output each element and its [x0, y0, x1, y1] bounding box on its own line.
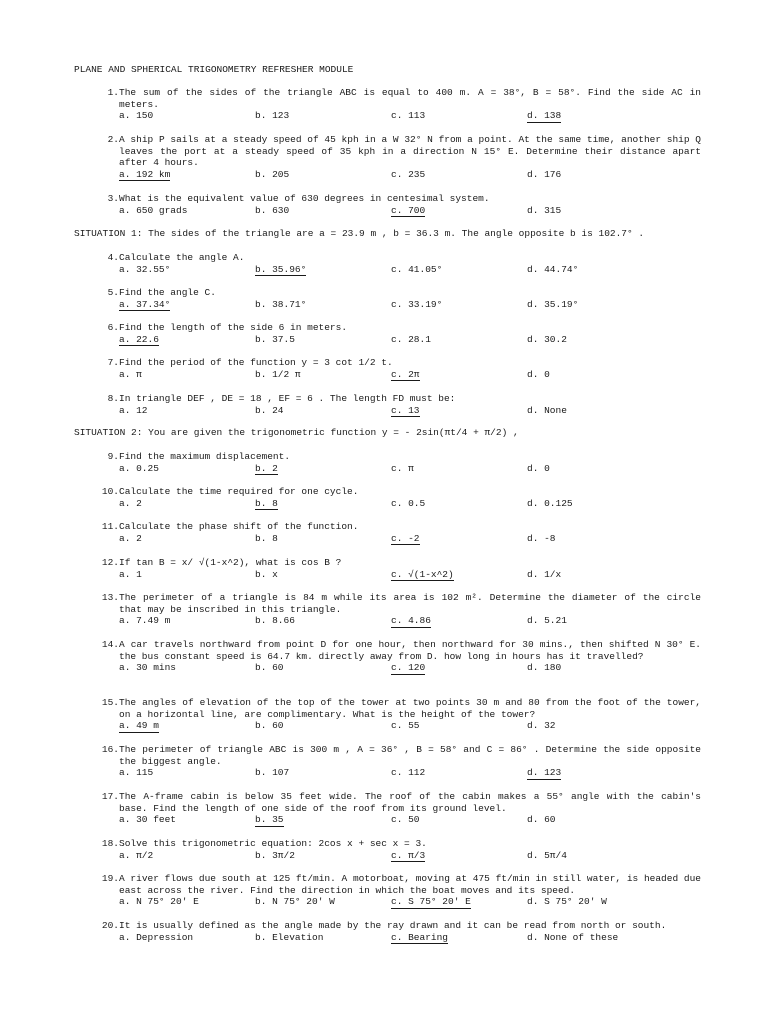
answer-option: a. 0.25 — [119, 462, 159, 474]
question-item — [95, 521, 701, 544]
answer-option: b. 37.5 — [255, 333, 295, 345]
correct-answer-option: c. Bearing — [391, 931, 449, 943]
question-item — [95, 873, 701, 908]
answer-option: b. 24 — [255, 404, 284, 416]
question-text: In triangle DEF , DE = 18 , EF = 6 . The length FD must be: — [119, 393, 456, 404]
answer-option: d. 44.74° — [527, 263, 579, 275]
answer-option: b. x — [255, 568, 278, 580]
answer-option: b. 60 — [255, 662, 284, 674]
correct-answer-option: a. 37.34° — [119, 298, 171, 310]
answer-option: d. 30.2 — [527, 333, 567, 345]
question-item — [95, 357, 701, 380]
question-text: Find the angle C. — [119, 287, 216, 298]
situation-text: You are given the trigonometric function y = - 2sin(πt/4 + π/2) , — [142, 427, 519, 438]
question-number: 3. — [107, 193, 119, 204]
question-item — [95, 697, 701, 732]
answer-option: b. 3π/2 — [255, 849, 295, 861]
question-item — [95, 322, 701, 345]
answer-option: a. Depression — [119, 931, 194, 943]
correct-answer-option: b. 35 — [255, 814, 284, 826]
question-text: It is usually defined as the angle made by the ray drawn and it can be read from north or south. — [119, 920, 667, 931]
answer-option: b. N 75° 20' W — [255, 896, 335, 908]
answer-option: d. 180 — [527, 662, 562, 674]
answer-option: b. 205 — [255, 168, 290, 180]
answer-option: d. 60 — [527, 814, 556, 826]
answer-option: c. 235 — [391, 168, 426, 180]
correct-answer-option: c. 13 — [391, 404, 420, 416]
situation-label: SITUATION 2: — [74, 427, 143, 438]
answer-options — [119, 720, 701, 732]
question-text: The A-frame cabin is below 35 feet wide. The roof of the cabin makes a 55° angle with the cabin's base. Find the length of one side of the roof from its ground level. — [119, 791, 701, 814]
answer-options — [119, 932, 701, 944]
question-item — [95, 87, 701, 122]
answer-options — [119, 299, 701, 311]
correct-answer-option: c. 2π — [391, 368, 420, 380]
answer-option: c. 41.05° — [391, 263, 443, 275]
answer-option: c. 55 — [391, 720, 420, 732]
situation-block — [74, 228, 700, 240]
question-text: Calculate the angle A. — [119, 252, 245, 263]
question-item — [95, 287, 701, 310]
answer-option: d. 32 — [527, 720, 556, 732]
correct-answer-option: a. 192 km — [119, 168, 171, 180]
question-number: 11. — [101, 521, 119, 532]
question-text: Calculate the time required for one cycle. — [119, 486, 359, 497]
question-number: 15. — [101, 697, 119, 708]
question-text: Calculate the phase shift of the function. — [119, 521, 359, 532]
question-item — [95, 193, 701, 216]
question-text: Find the period of the function y = 3 cot 1/2 t. — [119, 357, 393, 368]
answer-option: d. 176 — [527, 168, 562, 180]
correct-answer-option: b. 35.96° — [255, 263, 307, 275]
answer-options — [119, 533, 701, 545]
answer-option: d. 0 — [527, 368, 550, 380]
answer-option: a. 150 — [119, 110, 154, 122]
question-item — [95, 252, 701, 275]
answer-options — [119, 110, 701, 122]
answer-options — [119, 463, 701, 475]
question-text: The angles of elevation of the top of the tower at two points 30 m and 80 from the foot of the tower, on a horizontal line, are complimentary. What is the height of the tower? — [119, 697, 701, 720]
correct-answer-option: c. 700 — [391, 204, 426, 216]
question-text: A car travels northward from point D for one hour, then northward for 30 mins., then shifted N 30° E. the bus constant speed is 64.7 km. directly away from D. how long in hours has it travelled? — [119, 639, 701, 662]
answer-option: a. 115 — [119, 767, 154, 779]
answer-option: a. 1 — [119, 568, 142, 580]
question-number: 18. — [101, 838, 119, 849]
answer-option: b. 60 — [255, 720, 284, 732]
correct-answer-option: d. 138 — [527, 110, 562, 122]
question-item — [95, 791, 701, 826]
situation-block — [74, 427, 700, 439]
answer-options — [119, 169, 701, 181]
question-number: 16. — [101, 744, 119, 755]
answer-options — [119, 498, 701, 510]
question-number: 20. — [101, 920, 119, 931]
situation-text: The sides of the triangle are a = 23.9 m , b = 36.3 m. The angle opposite b is 102.7° . — [142, 228, 645, 239]
answer-option: a. 30 feet — [119, 814, 177, 826]
question-number: 7. — [107, 357, 119, 368]
question-number: 6. — [107, 322, 119, 333]
question-number: 2. — [107, 134, 119, 145]
situation-label: SITUATION 1: — [74, 228, 143, 239]
correct-answer-option: c. -2 — [391, 532, 420, 544]
answer-option: a. 2 — [119, 532, 142, 544]
answer-option: d. None of these — [527, 931, 619, 943]
answer-option: d. 5π/4 — [527, 849, 567, 861]
answer-options — [119, 662, 701, 674]
answer-options — [119, 896, 701, 908]
question-number: 8. — [107, 393, 119, 404]
question-item — [95, 134, 701, 180]
question-item — [95, 557, 701, 580]
question-text: A river flows due south at 125 ft/min. A motorboat, moving at 475 ft/min in still water, is headed due east across the river. Find the direction in which the boat moves and its speed. — [119, 873, 701, 896]
question-number: 5. — [107, 287, 119, 298]
answer-options — [119, 850, 701, 862]
question-text: Find the length of the side 6 in meters. — [119, 322, 348, 333]
answer-option: c. 28.1 — [391, 333, 431, 345]
answer-options — [119, 205, 701, 217]
answer-option: b. 107 — [255, 767, 290, 779]
question-item — [95, 451, 701, 474]
answer-option: b. 1/2 π — [255, 368, 301, 380]
question-text: Solve this trigonometric equation: 2cos x + sec x = 3. — [119, 838, 427, 849]
answer-options — [119, 814, 701, 826]
question-text: The perimeter of triangle ABC is 300 m , A = 36° , B = 58° and C = 86° . Determine the side opposite the biggest angle. — [119, 744, 701, 767]
answer-option: d. 5.21 — [527, 615, 567, 627]
question-text: A ship P sails at a steady speed of 45 kph in a W 32° N from a point. At the same time, another ship Q leaves the port at a steady speed of 35 kph in a direction N 15° E. Determine their distance apart after 4 hours. — [119, 134, 701, 169]
question-number: 13. — [101, 592, 119, 603]
answer-options — [119, 569, 701, 581]
correct-answer-option: b. 2 — [255, 462, 278, 474]
answer-option: d. 315 — [527, 204, 562, 216]
answer-option: c. 112 — [391, 767, 426, 779]
question-number: 1. — [107, 87, 119, 98]
answer-option: b. 630 — [255, 204, 290, 216]
answer-options — [119, 615, 701, 627]
answer-option: a. N 75° 20' E — [119, 896, 199, 908]
answer-option: d. 35.19° — [527, 298, 579, 310]
answer-option: a. 12 — [119, 404, 148, 416]
answer-option: a. 32.55° — [119, 263, 171, 275]
correct-answer-option: b. 8 — [255, 497, 278, 509]
question-number: 10. — [101, 486, 119, 497]
answer-option: a. 2 — [119, 497, 142, 509]
correct-answer-option: c. 4.86 — [391, 615, 431, 627]
answer-option: b. 38.71° — [255, 298, 307, 310]
answer-options — [119, 767, 701, 779]
question-item — [95, 592, 701, 627]
answer-options — [119, 369, 701, 381]
question-item — [95, 393, 701, 416]
answer-option: b. 8 — [255, 532, 278, 544]
page-title: PLANE AND SPHERICAL TRIGONOMETRY REFRESHER MODULE — [74, 64, 354, 75]
question-item — [95, 639, 701, 674]
answer-option: d. 0.125 — [527, 497, 573, 509]
answer-options — [119, 405, 701, 417]
answer-option: a. 7.49 m — [119, 615, 171, 627]
answer-option: c. 50 — [391, 814, 420, 826]
answer-option: c. π — [391, 462, 414, 474]
correct-answer-option: c. π/3 — [391, 849, 426, 861]
answer-option: b. 8.66 — [255, 615, 295, 627]
answer-option: a. π — [119, 368, 142, 380]
answer-option: a. 650 grads — [119, 204, 188, 216]
answer-option: b. Elevation — [255, 931, 324, 943]
correct-answer-option: d. 123 — [527, 767, 562, 779]
correct-answer-option: c. 120 — [391, 662, 426, 674]
answer-option: c. 113 — [391, 110, 426, 122]
question-item — [95, 486, 701, 509]
question-number: 4. — [107, 252, 119, 263]
answer-option: d. None — [527, 404, 567, 416]
answer-option: d. -8 — [527, 532, 556, 544]
correct-answer-option: a. 22.6 — [119, 333, 159, 345]
question-text: What is the equivalent value of 630 degrees in centesimal system. — [119, 193, 490, 204]
answer-options — [119, 334, 701, 346]
answer-option: a. 30 mins — [119, 662, 177, 674]
answer-option: d. 0 — [527, 462, 550, 474]
question-text: The perimeter of a triangle is 84 m while its area is 102 m². Determine the diameter of the circle that may be inscribed in this triangle. — [119, 592, 701, 615]
question-text: Find the maximum displacement. — [119, 451, 291, 462]
question-number: 19. — [101, 873, 119, 884]
question-item — [95, 838, 701, 861]
answer-option: d. 1/x — [527, 568, 562, 580]
question-number: 17. — [101, 791, 119, 802]
correct-answer-option: c. √(1-x^2) — [391, 568, 454, 580]
question-text: The sum of the sides of the triangle ABC is equal to 400 m. A = 38°, B = 58°. Find the side AC in meters. — [119, 87, 701, 110]
answer-option: d. S 75° 20' W — [527, 896, 607, 908]
answer-option: b. 123 — [255, 110, 290, 122]
question-text: If tan B = x/ √(1-x^2), what is cos B ? — [119, 557, 342, 568]
answer-option: c. 0.5 — [391, 497, 426, 509]
question-number: 12. — [101, 557, 119, 568]
question-number: 9. — [107, 451, 119, 462]
question-item — [95, 744, 701, 779]
answer-options — [119, 264, 701, 276]
question-number: 14. — [101, 639, 119, 650]
correct-answer-option: c. S 75° 20' E — [391, 896, 471, 908]
answer-option: a. π/2 — [119, 849, 154, 861]
question-item — [95, 920, 701, 943]
answer-option: c. 33.19° — [391, 298, 443, 310]
correct-answer-option: a. 49 m — [119, 720, 159, 732]
